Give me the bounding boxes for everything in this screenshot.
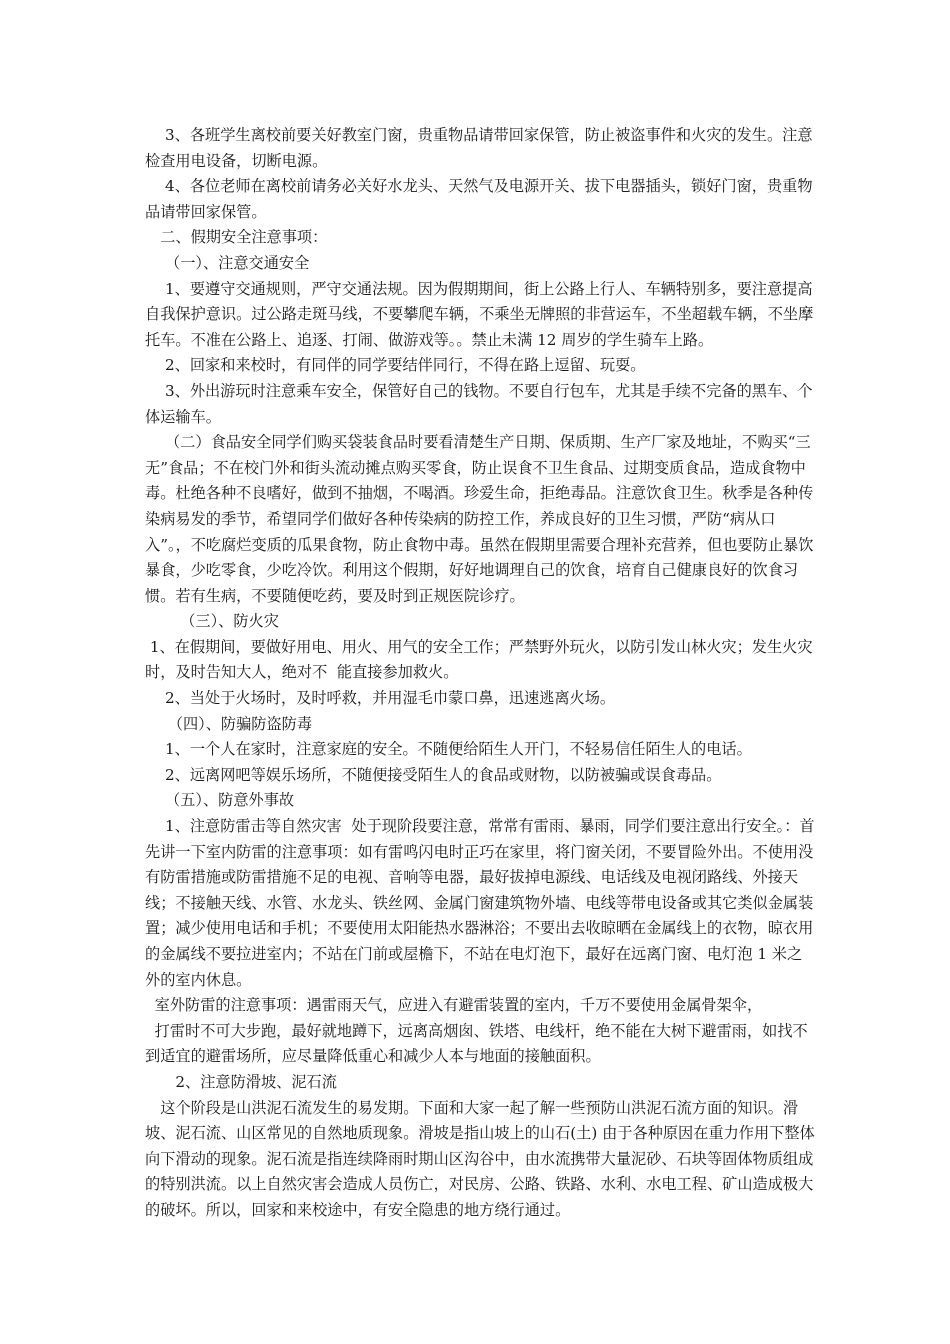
- paragraph-lightning-indoor: 1、注意防雷击等自然灾害 处于现阶段要注意，常常有雷雨、暴雨，同学们要注意出行安全。：首先讲一下室内防雷的注意事项：如有雷鸣闪电时正巧在家里，将门窗关闭，不要冒险外出。不使用没有防雷措施或防雷措施不足的电视、音响等电器，最好拔掉电源线、电话线及电视闭路线、外接天线；不接触天线、水管、水龙头、铁丝网、金属门窗建筑物外墙、电线等带电设备或其它类似金属装置；减少使用电话和手机；不要使用太阳能热水器淋浴；不要出去收晾晒在金属线上的衣物，晾衣用的金属线不要拉进室内；不站在门前或屋檐下，不站在电灯泡下，最好在远离门窗、电灯泡 1 米之外的室内休息。: [145, 817, 815, 989]
- paragraph-lightning-outdoor-intro: 室外防雷的注意事项：遇雷雨天气，应进入有避雷装置的室内，千万不要使用金属骨架伞，: [145, 996, 763, 1015]
- paragraph-fire-escape: 2、当处于火场时，及时呼救，并用湿毛巾蒙口鼻，迅速逃离火场。: [145, 689, 616, 708]
- subheading-fraud-theft-drugs: （四）、防骗防盗防毒: [145, 714, 313, 733]
- paragraph-mudslide-knowledge: 这个阶段是山洪泥石流发生的易发期。下面和大家一起了解一些预防山洪泥石流方面的知识。滑坡、泥石流、山区常见的自然地质现象。滑坡是指山坡上的山石(土) 由于各种原因在重力作用下整体向下滑动的现象。泥石流是指连续降雨时期山区沟谷中，由水流携带大量泥砂、石块等固体物质组成的特别洪流。以上自然灾害会造成人员伤亡，对民房、公路、铁路、水利、水电工程、矿山造成极大的破坏。所以，回家和来校途中，有安全隐患的地方绕行通过。: [145, 1098, 815, 1219]
- subheading-landslide-mudslide: 2、注意防滑坡、泥石流: [145, 1072, 337, 1091]
- paragraph-lightning-outdoor-detail: 打雷时不可大步跑，最好就地蹲下，远离高烟囱、铁塔、电线杆，绝不能在大树下避雷雨，如找不到适宜的避雷场所，应尽量降低重心和减少人本与地面的接触面积。: [145, 1021, 808, 1066]
- subheading-fire-prevention: （三）、防火灾: [145, 612, 279, 631]
- subheading-traffic-safety: （一）、注意交通安全: [145, 253, 310, 272]
- document-body: [145, 123, 817, 1224]
- subheading-accident-prevention: （五）、防意外事故: [145, 791, 295, 810]
- paragraph-avoid-internet-cafe: 2、远离网吧等娱乐场所，不随便接受陌生人的食品或财物，以防被骗或误食毒品。: [145, 765, 722, 784]
- paragraph-home-alone: 1、一个人在家时，注意家庭的安全。不随便给陌生人开门，不轻易信任陌生人的电话。: [145, 740, 752, 759]
- paragraph-outing-vehicle-safety: 3、外出游玩时注意乘车安全，保管好自己的钱物。不要自行包车，尤其是手续不完备的黑车、个体运输车。: [145, 381, 813, 426]
- paragraph-traffic-rules: 1、要遵守交通规则，严守交通法规。因为假期期间，街上公路上行人、车辆特别多，要注意提高自我保护意识。过公路走斑马线，不要攀爬车辆，不乘坐无牌照的非营运车，不坐超载车辆，不坐摩托车。不准在公路上、追逐、打闹、做游戏等。。禁止未满 12 周岁的学生骑车上路。: [145, 279, 814, 349]
- paragraph-item3-leave-school-classroom: 3、各班学生离校前要关好教室门窗，贵重物品请带回家保管，防止被盗事件和火灾的发生。注意检查用电设备，切断电源。: [145, 126, 813, 170]
- paragraph-item4-teachers-before-leaving: 4、各位老师在离校前请务必关好水龙头、天然气及电源开关、拔下电器插头，锁好门窗，贵重物品请带回家保管。: [145, 177, 813, 221]
- paragraph-food-safety: （二）食品安全同学们购买袋装食品时要看清楚生产日期、保质期、生产厂家及地址，不购买“三无”食品；不在校门外和街头流动摊点购买零食，防止误食不卫生食品、过期变质食品，造成食物中毒。杜绝各种不良嗜好，做到不抽烟，不喝酒。珍爱生命，拒绝毒品。注意饮食卫生。秋季是各种传染病易发的季节，希望同学们做好各种传染病的防控工作，养成良好的卫生习惯，严防“病从口入”。，不吃腐烂变质的瓜果食物，防止食物中毒。虽然在假期里需要合理补充营养，但也要防止暴饮暴食，少吃零食，少吃冷饮。利用这个假期，好好地调理自己的饮食，培育自己健康良好的饮食习惯。若有生病，不要随便吃药，要及时到正规医院诊疗。: [145, 433, 814, 605]
- paragraph-fire-safety-usage: 1、在假期间，要做好用电、用火、用气的安全工作；严禁野外玩火，以防引发山林火灾；发生火灾时，及时告知大人，绝对不 能直接参加救火。: [145, 637, 813, 682]
- section-heading-holiday-safety: 二、假期安全注意事项：: [145, 228, 328, 247]
- paragraph-travel-together: 2、回家和来校时，有同伴的同学要结伴同行，不得在路上逗留、玩耍。: [145, 356, 646, 375]
